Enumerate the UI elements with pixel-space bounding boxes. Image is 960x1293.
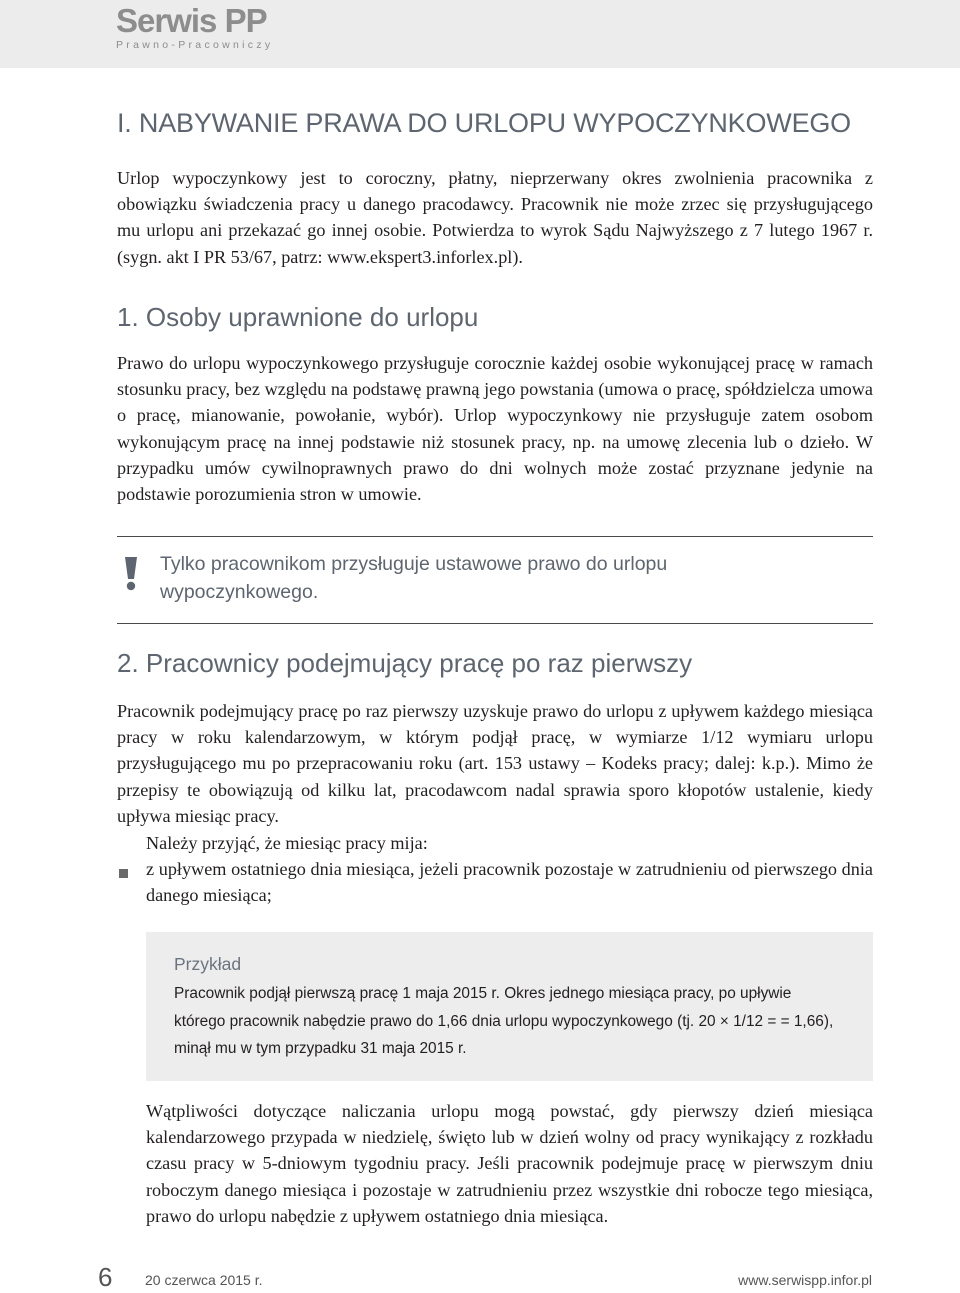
note-text: Tylko pracownikom przysługuje ustawowe prawo do urlopu wypoczynkowego. [160, 553, 668, 603]
closing-paragraph: Wątpliwości dotyczące naliczania urlopu mogą powstać, gdy pierwszy dzień miesiąca kalendarzowego przypada w niedzielę, święto lub w dzień wolny od pracy wynikający z rozkładu czasu pracy w 5-dniowym tygodniu pracy. Jeśli pracownik podejmuje pracę w pierwszym dniu roboczym danego miesiąca i pozostaje w zatrudnieniu przez wszystkie dni robocze tego miesiąca, prawo do urlopu nabędzie z upływem ostatniego dnia miesiąca. [146, 1101, 873, 1226]
bullet-item: z upływem ostatniego dnia miesiąca, jeżeli pracownik pozostaje w zatrudnieniu od pierwszego dnia danego miesiąca; [146, 859, 873, 906]
exclamation-icon [117, 555, 145, 591]
first-job-paragraph: Pracownik podejmujący pracę po raz pierwszy uzyskuje prawo do urlopu z upływem każdego miesiąca pracy w roku kalendarzowym, w którym podjął pracę, w wymiarze 1/12 wymiaru urlopu przysługującego mu po przepracowaniu roku (art. 153 ustawy – Kodeks pracy; dalej: k.p.). Mimo że przepisy te obowiązują od kilku lat, pracodawcom nadal sprawia sporo kłopotów ustalenie, kiedy upływa miesiąc pracy. [117, 701, 873, 826]
bullet-square [119, 869, 128, 878]
note-top-rule [117, 536, 873, 537]
subsection-heading-2: 2. Pracownicy podejmujący pracę po raz pierwszy [117, 648, 693, 678]
note-bottom-rule [117, 623, 873, 624]
logo-title: Serwis PP [116, 2, 267, 39]
eligibility-paragraph: Prawo do urlopu wypoczynkowego przysługuje corocznie każdej osobie wykonującej pracę w ramach stosunku pracy, bez względu na podstawę prawną jego powstania (umowa o pracę, spółdzielcza umowa o pracę, mianowanie, powołanie, wybór). Urlop wypoczynkowy nie przysługuje zatem osobom wykonującym pracę na innej podstawie niż stosunek pracy, np. na umowę zlecenia lub o dzieło. W przypadku umów cywilnoprawnych prawo do dni wolnych może zostać przyznane jedynie na podstawie porozumienia stron w umowie. [117, 353, 873, 505]
logo-subtitle: Prawno-Pracowniczy [116, 39, 274, 51]
example-box [146, 932, 873, 1081]
issue-date: 20 czerwca 2015 r. [145, 1272, 263, 1288]
page-number: 6 [98, 1262, 113, 1292]
example-text: Pracownik podjął pierwszą pracę 1 maja 2015 r. Okres jednego miesiąca pracy, po upływie którego pracownik nabędzie prawo do 1,66 dnia urlopu wypoczynkowego (tj. 20 × 1/12 = = 1,66), minął mu w tym przypadku 31 maja 2015 r. [174, 985, 834, 1057]
subsection-heading-1: 1. Osoby uprawnione do urlopu [117, 302, 479, 332]
section-heading: I. NABYWANIE PRAWA DO URLOPU WYPOCZYNKOWEGO [117, 108, 851, 138]
intro-paragraph: Urlop wypoczynkowy jest to coroczny, płatny, nieprzerwany okres zwolnienia pracownika z obowiązku świadczenia pracy u danego pracodawcy. Pracownik nie może zrzec się przysługującego mu urlopu ani przekazać go innej osobie. Potwierdza to wyrok Sądu Najwyższego z 7 lutego 1967 r. (sygn. akt I PR 53/67, patrz: www.ekspert3.inforlex.pl). [117, 168, 873, 267]
example-title: Przykład [174, 954, 242, 974]
month-rule-lead: Należy przyjąć, że miesiąc pracy mija: [146, 833, 428, 853]
publication-logo [116, 2, 273, 51]
header-bar [0, 0, 960, 68]
website-url: www.serwispp.infor.pl [738, 1272, 872, 1288]
